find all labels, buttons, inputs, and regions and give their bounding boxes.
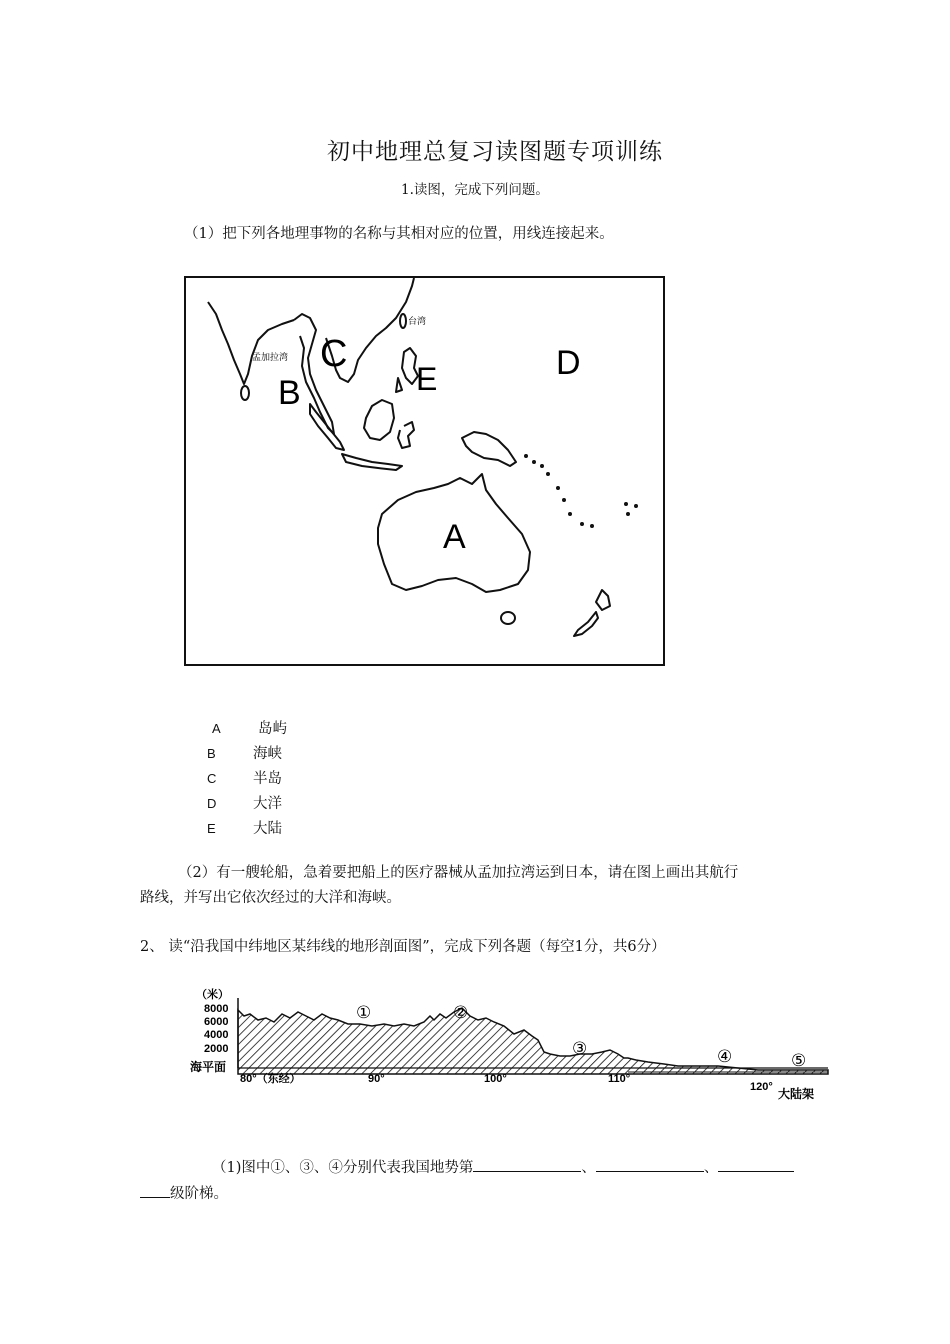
map-label-a: A	[443, 518, 466, 556]
sea-level-label: 海平面	[190, 1060, 227, 1074]
option-term: 岛屿	[258, 721, 287, 737]
option-letter: A	[212, 721, 221, 736]
option-d	[207, 792, 282, 813]
question-2-part-1-text: （1)图中①、③、④分别代表我国地势第	[212, 1160, 474, 1176]
new-zealand-south	[574, 612, 598, 636]
marker-2: ②	[453, 1003, 469, 1022]
question-2-part-1-cont	[140, 1181, 228, 1206]
option-term: 大陆	[253, 821, 282, 837]
question-1-heading: 1.读图，完成下列问题。	[401, 182, 549, 198]
x-tick-100: 100°	[484, 1073, 507, 1085]
marker-5: ⑤	[791, 1051, 807, 1070]
option-c	[207, 767, 282, 788]
page-title: 初中地理总复习读图题专项训练	[327, 139, 663, 165]
borneo-island	[364, 400, 394, 440]
y-tick-2000: 2000	[204, 1043, 229, 1055]
y-tick-4000: 4000	[204, 1029, 229, 1041]
map-label-e: E	[416, 361, 438, 397]
answer-blank-3[interactable]	[718, 1155, 794, 1172]
profile-unit-label: （米）	[196, 989, 229, 1001]
map-label-b: B	[278, 374, 301, 412]
answer-blank-3-cont[interactable]	[140, 1181, 170, 1198]
bengal-bay-label: 孟加拉湾	[252, 352, 289, 362]
option-e	[207, 817, 282, 838]
option-letter: B	[207, 746, 216, 761]
map-svg	[186, 278, 663, 664]
new-guinea-island	[462, 432, 516, 466]
taiwan-label: 台湾	[408, 316, 427, 326]
india-coast	[208, 302, 294, 384]
x-tick-80: 80°（东经）	[240, 1073, 301, 1085]
question-2-heading: 2、 读“沿我国中纬地区某纬线的地形剖面图”，完成下列各题（每空1分，共6分）	[140, 939, 666, 955]
java-island	[342, 454, 402, 470]
option-term: 大洋	[253, 796, 282, 812]
option-letter: E	[207, 821, 216, 836]
option-a	[212, 717, 287, 738]
taiwan-island	[400, 314, 406, 328]
marker-3: ③	[572, 1039, 588, 1058]
answer-blank-2[interactable]	[596, 1155, 704, 1172]
terrain-profile-figure	[188, 984, 833, 1102]
tasmania-island	[501, 612, 515, 624]
question-2-part-1	[212, 1155, 794, 1180]
answer-blank-1[interactable]	[473, 1155, 581, 1172]
x-tick-110: 110°	[608, 1073, 631, 1085]
question-1-part-2-line-2: 路线，并写出它依次经过的大洋和海峡。	[140, 890, 401, 906]
x-tick-90: 90°	[368, 1073, 385, 1085]
x-tick-120: 120°	[750, 1081, 773, 1093]
option-letter: C	[207, 771, 217, 786]
question-1-part-1: （1）把下列各地理事物的名称与其相对应的位置，用线连接起来。	[184, 226, 614, 242]
option-term: 半岛	[253, 771, 282, 787]
blank-separator: 、	[703, 1160, 719, 1176]
y-tick-8000: 8000	[204, 1003, 229, 1015]
option-letter: D	[207, 796, 217, 811]
pacific-islands	[524, 454, 638, 528]
marker-4: ④	[717, 1047, 733, 1066]
map-figure	[184, 276, 665, 666]
terrain-profile	[238, 1008, 828, 1074]
marker-1: ①	[356, 1003, 372, 1022]
new-zealand-north	[596, 590, 610, 610]
blank-separator: 、	[581, 1160, 596, 1176]
question-1-part-2-line-1: （2）有一艘轮船，急着要把船上的医疗器械从孟加拉湾运到日本，请在图上画出其航行	[178, 865, 739, 881]
map-label-c: C	[320, 333, 348, 375]
y-tick-6000: 6000	[204, 1016, 229, 1028]
sulawesi-island	[398, 422, 414, 448]
map-label-d: D	[556, 344, 581, 382]
question-2-part-1-end: 级阶梯。	[170, 1186, 228, 1202]
continental-shelf-label: 大陆架	[778, 1087, 815, 1101]
terrain-profile-svg	[188, 984, 833, 1102]
option-term: 海峡	[253, 746, 282, 762]
option-b	[207, 742, 282, 763]
sri-lanka	[241, 386, 249, 400]
